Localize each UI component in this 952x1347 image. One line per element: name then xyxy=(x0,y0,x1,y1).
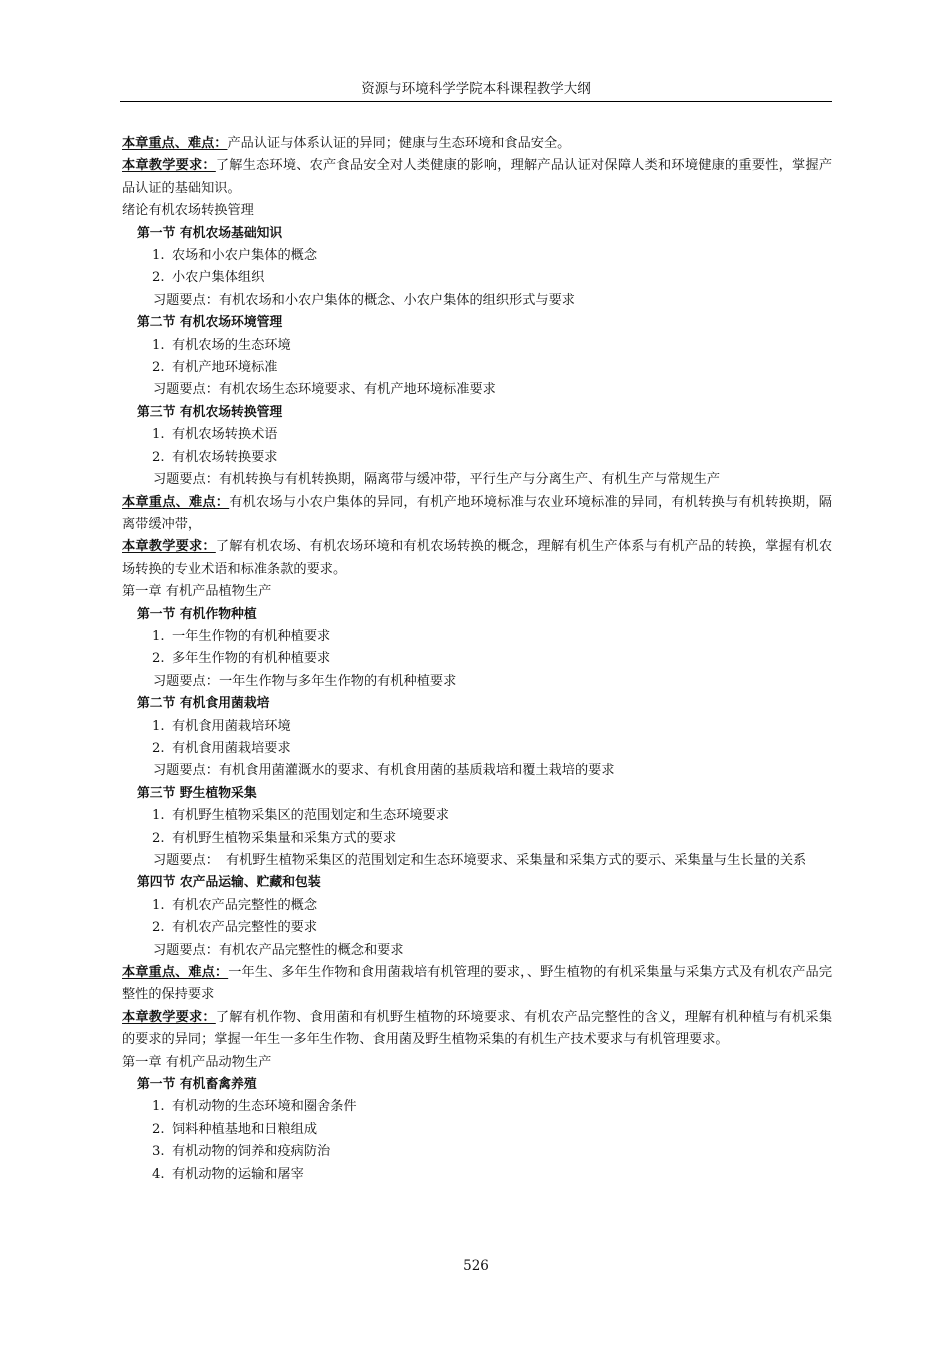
exercise-points xyxy=(122,290,832,312)
section-heading: 第三节 野生植物采集 xyxy=(137,785,257,801)
list-item xyxy=(122,626,832,648)
list-item-text: 小农户集体组织 xyxy=(172,270,265,286)
list-item-number: 4. xyxy=(152,1166,165,1182)
chapter-key-paragraph xyxy=(122,962,832,1007)
list-item-number: 1. xyxy=(152,427,165,443)
exercise-points xyxy=(122,379,832,401)
chapter-key-paragraph xyxy=(122,133,832,155)
list-item-text: 多年生作物的有机种植要求 xyxy=(172,651,331,667)
list-item xyxy=(122,738,832,760)
section-heading: 第一节 有机畜禽养殖 xyxy=(137,1077,257,1093)
section-heading: 第二节 有机食用菌栽培 xyxy=(137,696,270,712)
exercise-label: 习题要点： xyxy=(153,673,219,689)
list-item-text: 一年生作物的有机种植要求 xyxy=(172,628,331,644)
list-item-text: 有机动物的生态环境和圈舍条件 xyxy=(172,1099,357,1115)
list-item xyxy=(122,1164,832,1186)
header-rule xyxy=(120,101,832,102)
chapter-key-paragraph xyxy=(122,1007,832,1052)
chapter-heading: 第一章 有机产品植物生产 xyxy=(122,584,272,600)
exercise-label: 习题要点： xyxy=(153,292,219,308)
exercise-label: 习题要点： xyxy=(153,472,219,488)
list-item-text: 有机农场转换术语 xyxy=(172,427,278,443)
key-text: 了解有机农场、有机农场环境和有机农场转换的概念，理解有机生产体系与有机产品的转换，掌握有机农场转换的专业术语和标准条款的要求。 xyxy=(122,539,833,577)
exercise-text: 一年生作物与多年生作物的有机种植要求 xyxy=(218,673,457,689)
key-label: 本章重点、难点： xyxy=(122,965,229,981)
list-item xyxy=(122,245,832,267)
exercise-label: 习题要点： xyxy=(153,763,219,779)
exercise-label: 习题要点： xyxy=(153,942,219,958)
key-text: 产品认证与体系认证的异同；健康与生态环境和食品安全。 xyxy=(227,136,571,151)
key-label: 本章重点、难点： xyxy=(122,494,230,510)
section-heading: 第一节 有机作物种植 xyxy=(137,606,257,622)
list-item xyxy=(122,357,832,379)
exercise-text: 有机野生植物采集区的范围划定和生态环境要求、采集量和采集方式的要示、采集量与生长量的关系 xyxy=(226,853,807,868)
exercise-text: 有机农场生态环境要求、有机产地环境标准要求 xyxy=(218,382,496,398)
key-text: 有机农场与小农户集体的异同，有机产地环境标准与农业环境标准的异同，有机转换与有机转换期，隔离带缓冲带， xyxy=(122,494,832,532)
chapter-key-paragraph xyxy=(122,536,832,581)
list-item-number: 1. xyxy=(152,718,165,734)
list-item-number: 2. xyxy=(152,740,165,756)
list-item-text: 饲料种植基地和日粮组成 xyxy=(172,1121,318,1137)
list-item-number: 1. xyxy=(152,1099,165,1115)
chapter-key-paragraph xyxy=(122,155,832,200)
list-item xyxy=(122,335,832,357)
list-item-number: 1. xyxy=(152,897,165,913)
list-item-number: 1. xyxy=(152,248,165,264)
list-item xyxy=(122,895,832,917)
list-item-text: 有机动物的饲养和疫病防治 xyxy=(172,1144,331,1160)
list-item xyxy=(122,1096,832,1118)
list-item-text: 有机产地环境标准 xyxy=(172,360,278,376)
list-item-text: 有机农产品完整性的概念 xyxy=(172,897,318,913)
key-label: 本章教学要求： xyxy=(122,539,216,555)
key-text: 一年生、多年生作物和食用菌栽培有机管理的要求，、野生植物的有机采集量与采集方式及有机农产品完整性的保持要求 xyxy=(122,965,833,1003)
list-item xyxy=(122,716,832,738)
list-item-number: 2. xyxy=(152,1121,165,1137)
exercise-points xyxy=(122,940,832,962)
list-item-text: 有机野生植物采集区的范围划定和生态环境要求 xyxy=(172,808,449,824)
list-item-number: 1. xyxy=(152,337,165,353)
page-number: 526 xyxy=(463,1258,489,1274)
list-item-number: 1. xyxy=(152,808,165,824)
exercise-points xyxy=(122,850,832,872)
list-item-text: 有机野生植物采集量和采集方式的要求 xyxy=(172,830,397,846)
list-item-text: 有机农产品完整性的要求 xyxy=(172,920,318,936)
exercise-text: 有机转换与有机转换期，隔离带与缓冲带，平行生产与分离生产、有机生产与常规生产 xyxy=(218,472,721,488)
list-item-text: 有机食用菌栽培要求 xyxy=(172,740,291,756)
list-item-number: 2. xyxy=(152,449,165,465)
list-item xyxy=(122,917,832,939)
list-item-number: 2. xyxy=(152,651,165,667)
chapter-heading: 第一章 有机产品动物生产 xyxy=(122,1054,272,1070)
list-item xyxy=(122,424,832,446)
exercise-points xyxy=(122,760,832,782)
list-item-number: 2. xyxy=(152,920,165,936)
list-item xyxy=(122,1119,832,1141)
list-item-number: 2. xyxy=(152,360,165,376)
key-text: 了解生态环境、农产食品安全对人类健康的影响，理解产品认证对保障人类和环境健康的重要性，掌握产品认证的基础知识。 xyxy=(122,158,833,196)
document-body xyxy=(122,133,832,1186)
section-heading: 第二节 有机农场环境管理 xyxy=(137,315,283,331)
exercise-points xyxy=(122,671,832,693)
list-item-text: 有机动物的运输和屠宰 xyxy=(172,1166,304,1182)
list-item-number: 2. xyxy=(152,270,165,286)
exercise-text: 有机农产品完整性的概念和要求 xyxy=(218,942,404,958)
list-item-number: 3. xyxy=(152,1144,165,1160)
list-item xyxy=(122,805,832,827)
chapter-heading: 绪论有机农场转换管理 xyxy=(122,203,254,219)
key-text: 了解有机作物、食用菌和有机野生植物的环境要求、有机农产品完整性的含义，理解有机种植与有机采集的要求的异同；掌握一年生一多年生作物、食用菌及野生植物采集的有机生产技术要求与有机管理要求。 xyxy=(122,1009,833,1048)
page-header-title: 资源与环境科学学院本科课程教学大纲 xyxy=(361,81,591,97)
key-label: 本章重点、难点： xyxy=(122,136,228,151)
list-item-number: 1. xyxy=(152,628,165,644)
list-item xyxy=(122,267,832,289)
list-item-text: 农场和小农户集体的概念 xyxy=(172,248,318,264)
section-heading: 第三节 有机农场转换管理 xyxy=(137,404,283,420)
list-item-text: 有机食用菌栽培环境 xyxy=(172,718,291,734)
section-heading: 第四节 农产品运输、贮藏和包装 xyxy=(137,875,321,891)
list-item xyxy=(122,1141,832,1163)
exercise-label: 习题要点： xyxy=(153,382,219,398)
list-item-number: 2. xyxy=(152,830,165,846)
list-item-text: 有机农场转换要求 xyxy=(172,449,278,465)
key-label: 本章教学要求： xyxy=(122,158,216,174)
exercise-text: 有机食用菌灌溉水的要求、有机食用菌的基质栽培和覆土栽培的要求 xyxy=(218,763,615,779)
list-item-text: 有机农场的生态环境 xyxy=(172,337,291,353)
key-label: 本章教学要求： xyxy=(122,1009,216,1025)
exercise-label: 习题要点： xyxy=(153,853,219,868)
chapter-key-paragraph xyxy=(122,492,832,537)
list-item xyxy=(122,828,832,850)
section-heading: 第一节 有机农场基础知识 xyxy=(137,225,283,241)
list-item xyxy=(122,648,832,670)
exercise-points xyxy=(122,469,832,491)
list-item xyxy=(122,447,832,469)
exercise-text: 有机农场和小农户集体的概念、小农户集体的组织形式与要求 xyxy=(218,292,575,308)
